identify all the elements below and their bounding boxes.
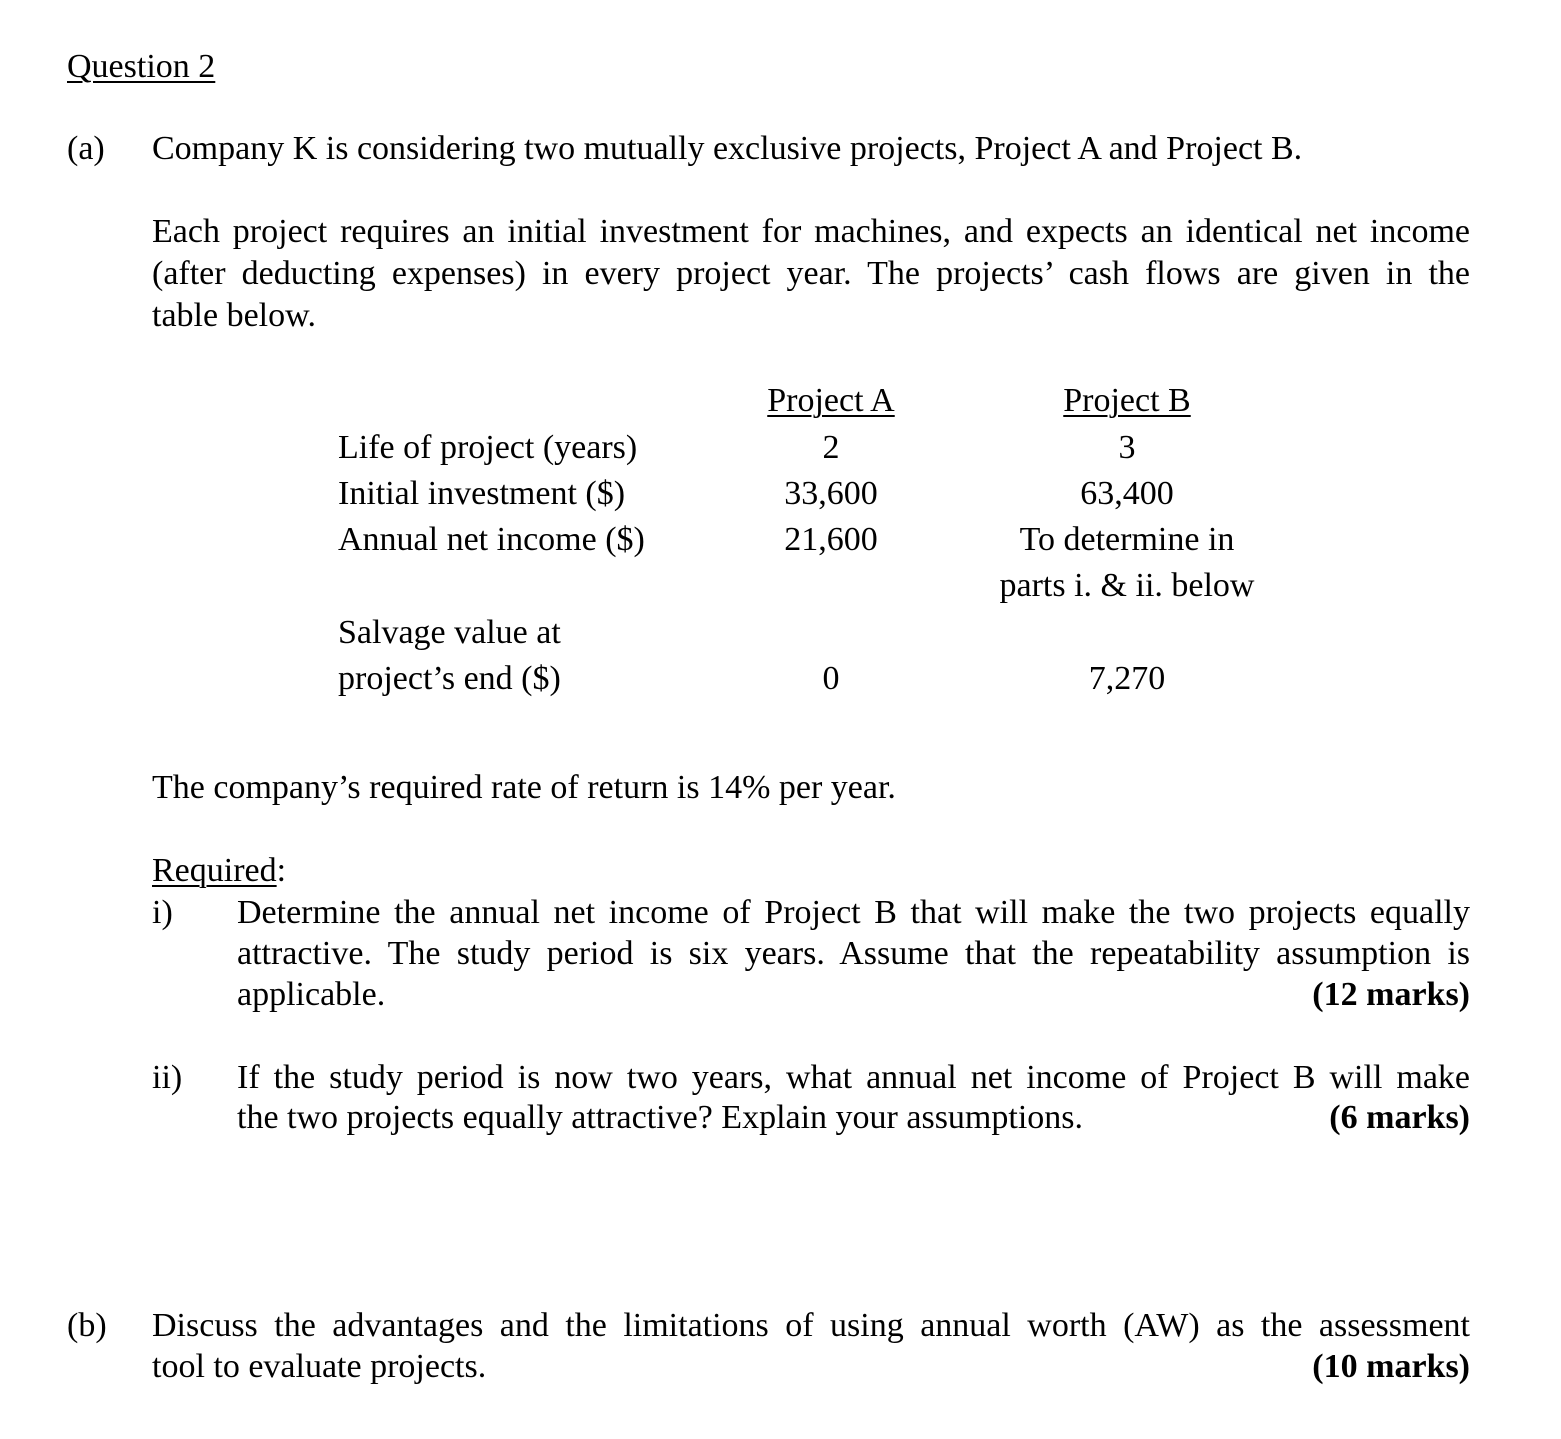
required-heading <box>152 850 286 892</box>
cell-salvage-b: 7,270 <box>1088 660 1166 697</box>
required-colon: : <box>276 852 287 889</box>
part-b-label: (b) <box>67 1307 107 1344</box>
question-ii-marks: (6 marks) <box>1329 1099 1470 1136</box>
question-ii-line-1: If the study period is now two years, what annual net income of Project B will make <box>237 1059 1470 1096</box>
question-i-line-1: Determine the annual net income of Project B that will make the two projects equally <box>237 894 1470 931</box>
cell-income-a: 21,600 <box>784 521 878 558</box>
question-i-number: i) <box>152 894 173 931</box>
question-title: Question 2 <box>67 48 216 85</box>
table-header-project-a: Project A <box>767 382 895 419</box>
cell-investment-b: 63,400 <box>1080 475 1174 512</box>
part-b-line-1: Discuss the advantages and the limitations of using annual worth (AW) as the assessment <box>152 1307 1470 1344</box>
cell-salvage-a: 0 <box>822 660 840 697</box>
row-label-investment: Initial investment ($) <box>338 475 626 512</box>
row-label-salvage-line2: project’s end ($) <box>338 660 561 697</box>
row-label-salvage-line1: Salvage value at <box>338 614 561 651</box>
question-i-line-2: attractive. The study period is six years. Assume that the repeatability assumption is <box>237 935 1470 972</box>
question-i-marks: (12 marks) <box>1312 976 1470 1013</box>
cell-income-b-line2: parts i. & ii. below <box>999 567 1255 604</box>
required-label: Required <box>152 852 277 889</box>
description-line-1: Each project requires an initial investment for machines, and expects an identical net income <box>152 213 1470 250</box>
part-a-intro: Company K is considering two mutually exclusive projects, Project A and Project B. <box>152 130 1303 167</box>
rate-of-return-text: The company’s required rate of return is 14% per year. <box>152 769 896 806</box>
question-i-line-3: applicable. <box>237 976 386 1013</box>
cell-income-b-line1: To determine in <box>1019 521 1235 558</box>
table-header-project-b: Project B <box>1063 382 1191 419</box>
cell-life-b: 3 <box>1118 429 1136 466</box>
description-line-3: table below. <box>152 297 316 334</box>
question-ii-line-2: the two projects equally attractive? Explain your assumptions. <box>237 1099 1083 1136</box>
question-ii-number: ii) <box>152 1059 183 1096</box>
row-label-life: Life of project (years) <box>338 429 638 466</box>
part-b-line-2: tool to evaluate projects. <box>152 1348 487 1385</box>
cell-investment-a: 33,600 <box>784 475 878 512</box>
part-a-label: (a) <box>67 130 105 167</box>
part-b-marks: (10 marks) <box>1312 1348 1470 1385</box>
row-label-income: Annual net income ($) <box>338 521 645 558</box>
cell-life-a: 2 <box>822 429 840 466</box>
description-line-2: (after deducting expenses) in every project year. The projects’ cash flows are given in the <box>152 255 1470 292</box>
